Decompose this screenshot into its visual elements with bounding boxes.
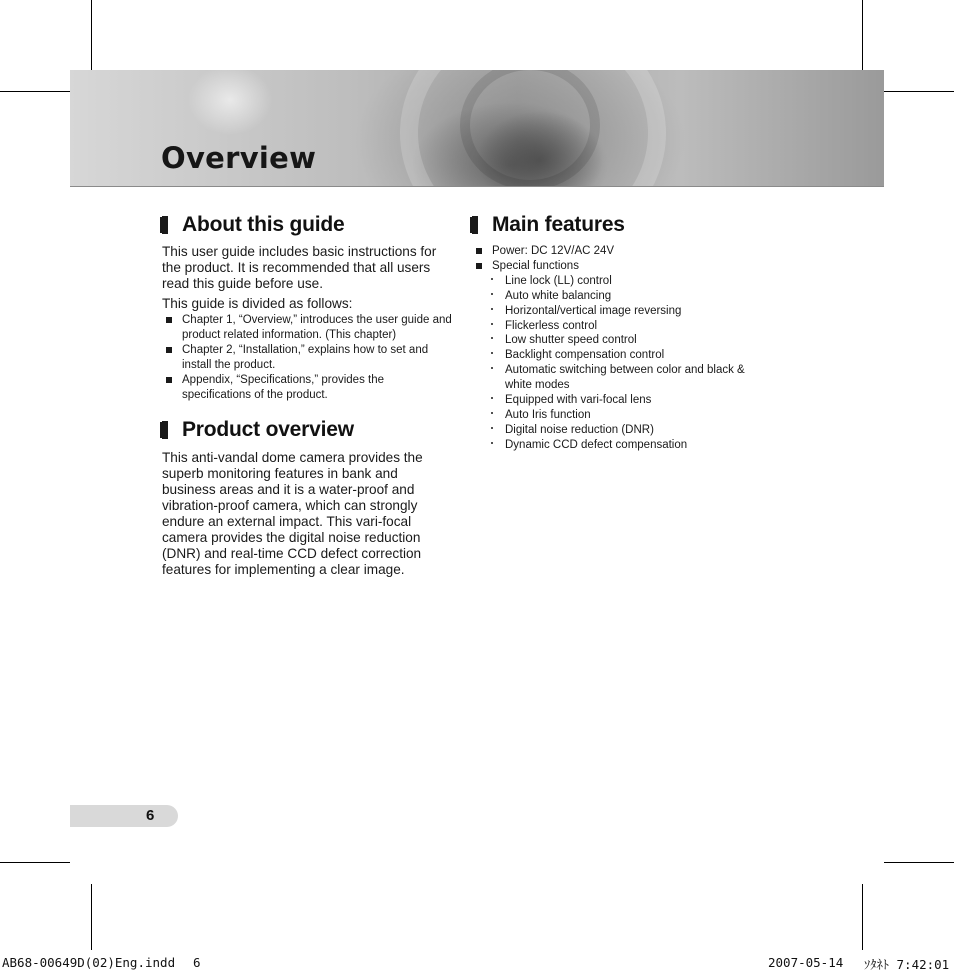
slug-page: 6 bbox=[193, 955, 201, 970]
square-bullet-icon bbox=[166, 317, 172, 323]
product-body: This anti-vandal dome camera provides the superb monitoring features in bank and business areas and it is a water-proof and vibration-proof camera, which can strongly endure an external impact. This vari-focal camera provides the digital noise reduction (DNR) and real-time CCD defect correction features for implementing a clear image. bbox=[162, 450, 423, 578]
lens-graphic bbox=[460, 70, 600, 187]
features-heading: Main features bbox=[492, 213, 625, 236]
product-heading: Product overview bbox=[182, 418, 354, 442]
crop-mark bbox=[0, 91, 70, 92]
slug-time: ｿﾀﾈﾄ 7:42:01 bbox=[864, 957, 950, 972]
list-item: Low shutter speed control bbox=[486, 333, 752, 348]
section-heading bbox=[472, 212, 772, 238]
features-list bbox=[472, 244, 752, 274]
dot-bullet-icon bbox=[491, 323, 493, 325]
dot-bullet-icon bbox=[491, 397, 493, 399]
list-item: Line lock (LL) control bbox=[486, 274, 752, 289]
crop-mark bbox=[884, 862, 954, 863]
dot-bullet-icon bbox=[491, 367, 493, 369]
list-item: Equipped with vari-focal lens bbox=[486, 393, 752, 408]
dot-bullet-icon bbox=[491, 427, 493, 429]
functions-list bbox=[472, 274, 752, 453]
square-bullet-icon bbox=[166, 347, 172, 353]
heading-bar-icon bbox=[162, 421, 168, 439]
dot-bullet-icon bbox=[491, 442, 493, 444]
list-item: Appendix, “Specifications,” provides the specifications of the product. bbox=[162, 373, 452, 403]
list-item: Chapter 1, “Overview,” introduces the user guide and product related information. (This chapter) bbox=[162, 313, 452, 343]
page-number-tab bbox=[70, 805, 178, 827]
slug-date: 2007-05-14 bbox=[768, 955, 844, 970]
list-item: Flickerless control bbox=[486, 319, 752, 334]
list-item: Automatic switching between color and black & white modes bbox=[486, 363, 752, 393]
section-heading bbox=[162, 212, 452, 238]
list-item: Chapter 2, “Installation,” explains how to set and install the product. bbox=[162, 343, 452, 373]
crop-mark bbox=[884, 91, 954, 92]
heading-bar-icon bbox=[162, 216, 168, 234]
dot-bullet-icon bbox=[491, 337, 493, 339]
dot-bullet-icon bbox=[491, 352, 493, 354]
about-heading: About this guide bbox=[182, 213, 345, 236]
section-heading bbox=[162, 417, 452, 443]
list-item: Auto white balancing bbox=[486, 289, 752, 304]
crop-mark bbox=[0, 862, 70, 863]
list-item: Backlight compensation control bbox=[486, 348, 752, 363]
list-item: Power: DC 12V/AC 24V bbox=[472, 244, 752, 259]
heading-bar-icon bbox=[472, 216, 478, 234]
chapter-banner bbox=[70, 70, 884, 187]
crop-mark bbox=[862, 0, 863, 70]
chapter-title: Overview bbox=[161, 141, 317, 175]
dot-bullet-icon bbox=[491, 293, 493, 295]
square-bullet-icon bbox=[476, 248, 482, 254]
slug-file: AB68-00649D(02)Eng.indd bbox=[2, 955, 176, 970]
list-item: Digital noise reduction (DNR) bbox=[486, 423, 752, 438]
crop-mark bbox=[91, 884, 92, 950]
page-number: 6 bbox=[146, 807, 155, 824]
about-intro: This user guide includes basic instructions for the product. It is recommended that all users read this guide before use. bbox=[162, 244, 437, 291]
list-item: Horizontal/vertical image reversing bbox=[486, 304, 752, 319]
crop-mark bbox=[862, 884, 863, 950]
list-item: Auto Iris function bbox=[486, 408, 752, 423]
dot-bullet-icon bbox=[491, 278, 493, 280]
chapter-list bbox=[162, 313, 452, 402]
dot-bullet-icon bbox=[491, 308, 493, 310]
square-bullet-icon bbox=[166, 377, 172, 383]
list-item: Dynamic CCD defect compensation bbox=[486, 438, 752, 453]
about-divided: This guide is divided as follows: bbox=[162, 296, 353, 311]
right-column bbox=[472, 212, 772, 453]
crop-mark bbox=[91, 0, 92, 70]
list-item: Special functions bbox=[472, 259, 752, 274]
square-bullet-icon bbox=[476, 263, 482, 269]
left-column bbox=[162, 212, 452, 578]
dot-bullet-icon bbox=[491, 412, 493, 414]
